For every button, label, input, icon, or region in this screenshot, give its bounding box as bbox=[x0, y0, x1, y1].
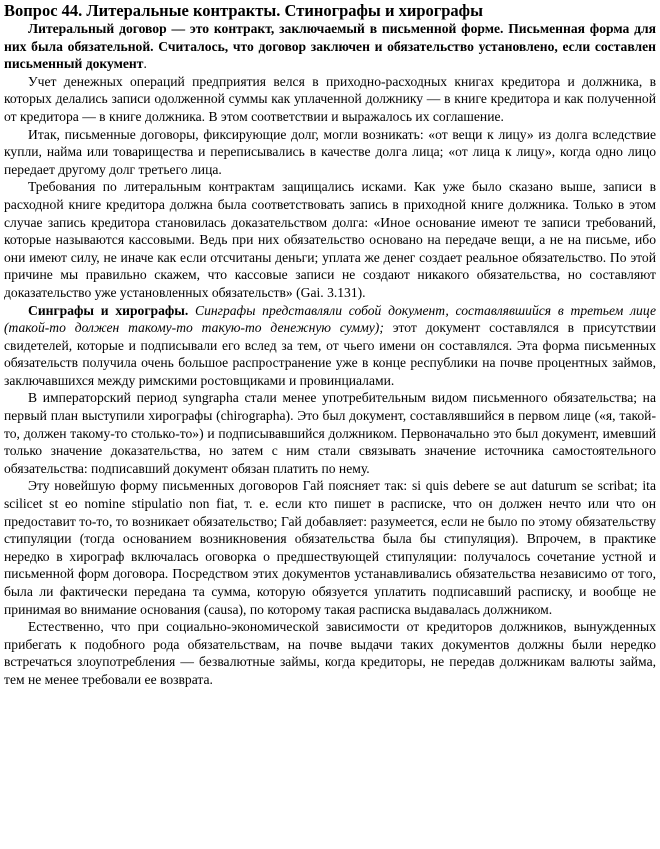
paragraph-accounting: Учет денежных операций предприятия велся в приходно-расходных книгах кредитора и должника, в которых делались записи одолженной суммы как уплаченной должнику — в книге кредитора и как полученной от кредитора — в книге должника. В этом соответствии и выражалось их соглашение. bbox=[4, 73, 656, 124]
paragraph-written-agreements: Итак, письменные договоры, фиксирующие долг, могли возникать: «от вещи к лицу» из долга вследствие купли, найма или товарищества и переписывались в качестве долга лица; «от лица к лицу», когда одно лицо передает другому долг третьего лица. bbox=[4, 126, 656, 177]
paragraph-literal-contract bbox=[4, 20, 656, 73]
paragraph-italic-definition: Синграфы представляли собой документ, составлявшийся в третьем лице (такой-то должен такому-то такую-то денежную сумму); bbox=[4, 302, 656, 336]
paragraph-gaius: Эту новейшую форму письменных договоров Гай поясняет так: si quis debere se aut daturum se scribat; ita scilicet st eo nomine stipulatio non fiat, т. е. если кто пишет в расписке, что он должен нечто или что он предоставит то-то, то возникает обязательство; Гай добавляет: разумеется, если не было по этому обязательству стипуляции (тогда основанием возникновения обязательства была бы стипуляция). Впрочем, в практике нередко в хирограф включалась оговорка о предшествующей стипуляции: получалось сочетание устной и письменной форм договора. Посредством этих документов устанавливались обязательства независимо от того, была ли фактически передана та сумма, которую обязуется уплатить подписавший расписку, и вообще не принимая во внимание основания (causa), по которому такая расписка выдавалась должником. bbox=[4, 478, 656, 617]
document-title: Вопрос 44. Литеральные контракты. Стинографы и хирографы bbox=[4, 1, 483, 20]
paragraph-claims: Требования по литеральным контрактам защищались исками. Как уже было сказано выше, записи в расходной книге кредитора должна была соответствовать запись в приходной книге должника. Только в этом случае запись кредитора становилась доказательством долга: «Иное основание имеют те записи требований, которые называются кассовыми. Ведь при них обязательство основано на передаче вещи, а не на письме, ибо они имеют силу, не иначе как если отсчитаны деньги; уплата же денег создает реальное обязательство. По этой причине мы правильно скажем, что кассовые записи не создают никакого обязательства, но составляют доказательство уже установленных обязательств» (Gai. 3.131). bbox=[4, 179, 656, 300]
paragraph-text: этот документ составлялся в присутствии свидетелей, которые и подписывали его вслед за тем, от чьего имени он составлялся. Эта форма письменных обязательств получила очень большое распространение уже в конце республики на почве процентных займов, заключавшихся между римскими ростовщиками и провинциалами. bbox=[4, 320, 656, 388]
paragraph-imperial-period: В императорский период syngrapha стали менее употребительным видом письменного обязательства; на первый план выступили хирографы (chirographa). Это был документ, составлявшийся в первом лице («я, такой-то, должен такому-то столько-то») и подписывавшийся должником. Первоначально это был документ, имевший только значение доказательства, но затем с ним стали связывать значение источника самостоятельного обязательства: подписавший документ обязан платить по нему. bbox=[4, 390, 656, 476]
paragraph-bold-lead: Литеральный договор — это контракт, заключаемый в письменной форме. Письменная форма для них была обязательной. Считалось, что договор заключен и обязательство установлено, если составлен письменный документ bbox=[4, 21, 656, 72]
paragraph-syngraphs bbox=[4, 302, 656, 390]
paragraph-bold-lead: Синграфы и хирографы. bbox=[28, 302, 189, 318]
paragraph-text: . bbox=[143, 56, 147, 72]
paragraph-abuses: Естественно, что при социально-экономической зависимости от кредиторов должников, вынужденных прибегать к подобного рода обязательствам, на почве выдачи таких документов должны были нередко встречаться злоупотребления — безвалютные займы, когда кредиторы, не передав должникам валюты займа, тем не менее требовали ее возврата. bbox=[4, 619, 656, 687]
